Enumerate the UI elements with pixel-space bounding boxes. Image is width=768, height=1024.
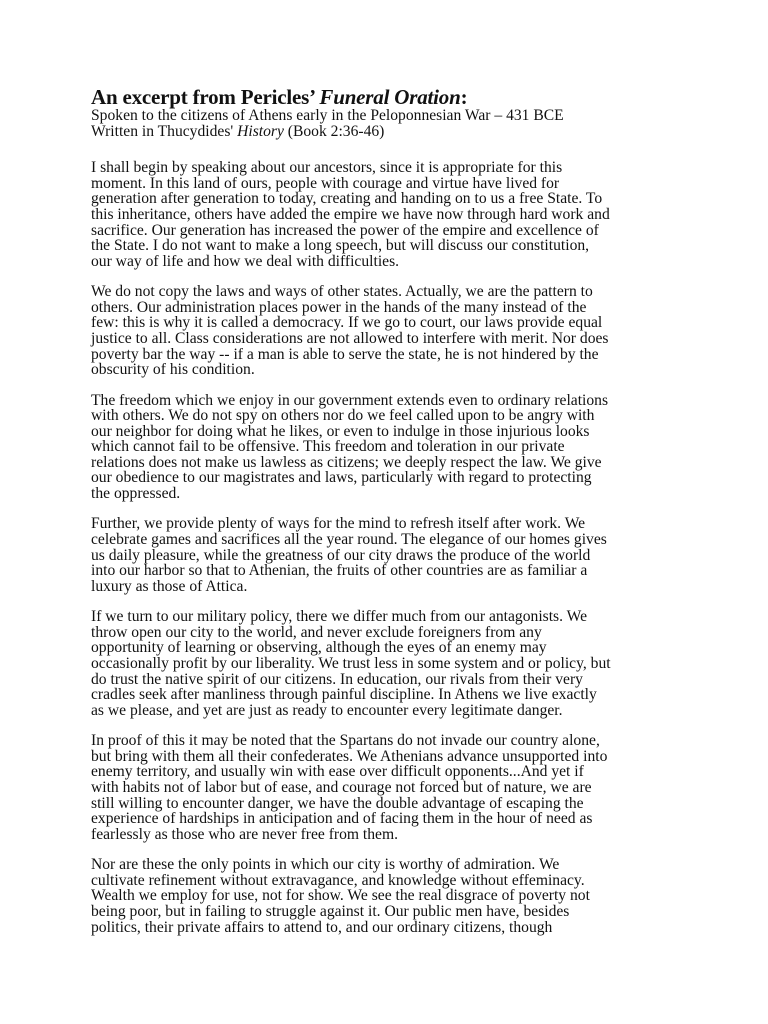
- paragraph-line: If we turn to our military policy, there we differ much from our antagonists. We: [91, 608, 588, 626]
- document-page: [91, 86, 691, 950]
- paragraph-line: but bring with them all their confederates. We Athenians advance unsupported into: [91, 747, 608, 765]
- paragraph-line: cultivate refinement without extravagance, and knowledge without effeminacy.: [91, 871, 585, 889]
- paragraph-line: We do not copy the laws and ways of other states. Actually, we are the pattern to: [91, 283, 593, 301]
- paragraph-line: with habits not of labor but of ease, and courage not forced but of nature, we are: [91, 778, 592, 796]
- paragraph-line: as we please, and yet are just as ready to encounter every legitimate danger.: [91, 701, 563, 719]
- paragraph-line: the oppressed.: [91, 485, 181, 503]
- paragraph-line: obscurity of his condition.: [91, 361, 255, 379]
- paragraph-line: moment. In this land of ours, people with courage and virtue have lived for: [91, 174, 560, 192]
- title-italic: Funeral Oration: [319, 85, 461, 109]
- subtitle-line-2: [91, 124, 691, 140]
- document-title: [91, 86, 691, 108]
- paragraph-line: poverty bar the way -- if a man is able to serve the state, he is not hindered by the: [91, 345, 599, 363]
- document-body: [91, 160, 691, 935]
- paragraph-line: sacrifice. Our generation has increased the power of the empire and excellence of: [91, 221, 599, 239]
- paragraph-line: throw open our city to the world, and never exclude foreigners from any: [91, 623, 542, 641]
- title-prefix: An excerpt from Pericles’: [91, 85, 320, 109]
- paragraph-line: our obedience to our magistrates and laws, particularly with regard to protecting: [91, 469, 592, 487]
- paragraph-line: generation after generation to today, creating and handing on to us a free State. To: [91, 190, 603, 208]
- subtitle-line-1: Spoken to the citizens of Athens early in the Peloponnesian War – 431 BCE: [91, 107, 564, 124]
- paragraph-line: fearlessly as those who are never free from them.: [91, 825, 398, 843]
- body-paragraph: [91, 284, 691, 378]
- paragraph-line: I shall begin by speaking about our ancestors, since it is appropriate for this: [91, 159, 563, 177]
- paragraph-line: Further, we provide plenty of ways for the mind to refresh itself after work. We: [91, 515, 586, 533]
- body-paragraph: [91, 160, 691, 269]
- paragraph-line: In proof of this it may be noted that the Spartans do not invade our country alone,: [91, 732, 600, 750]
- paragraph-line: which cannot fail to be offensive. This freedom and toleration in our private: [91, 438, 565, 456]
- paragraph-line: others. Our administration places power in the hands of the many instead of the: [91, 298, 587, 316]
- body-paragraph: [91, 609, 691, 718]
- paragraph-line: with others. We do not spy on others nor do we feel called upon to be angry with: [91, 407, 595, 425]
- paragraph-line: the State. I do not want to make a long speech, but will discuss our constitution,: [91, 237, 590, 255]
- paragraph-line: celebrate games and sacrifices all the year round. The elegance of our homes gives: [91, 531, 607, 549]
- paragraph-line: cradles seek after manliness through painful discipline. In Athens we live exactly: [91, 686, 597, 704]
- subtitle-line-2-suffix: (Book 2:36-46): [283, 122, 385, 140]
- paragraph-line: The freedom which we enjoy in our government extends even to ordinary relations: [91, 391, 609, 409]
- paragraph-line: Wealth we employ for use, not for show. We see the real disgrace of poverty not: [91, 887, 590, 905]
- paragraph-line: being poor, but in failing to struggle against it. Our public men have, besides: [91, 902, 570, 920]
- paragraph-line: our way of life and how we deal with difficulties.: [91, 252, 400, 270]
- body-paragraph: [91, 857, 691, 935]
- paragraph-line: enemy territory, and usually win with ease over difficult opponents...And yet if: [91, 763, 584, 781]
- paragraph-line: into our harbor so that to Athenian, the fruits of other countries are as familiar a: [91, 562, 588, 580]
- body-paragraph: [91, 733, 691, 842]
- paragraph-line: relations does not make us lawless as citizens; we deeply respect the law. We give: [91, 453, 602, 471]
- subtitle-line-2-italic: History: [237, 122, 284, 140]
- paragraph-line: luxury as those of Attica.: [91, 577, 248, 595]
- paragraph-line: politics, their private affairs to attend to, and our ordinary citizens, though: [91, 918, 553, 936]
- body-paragraph: [91, 393, 691, 502]
- subtitle-line-2-prefix: Written in Thucydides': [91, 122, 238, 140]
- paragraph-line: our neighbor for doing what he likes, or even to indulge in those injurious looks: [91, 422, 590, 440]
- document-subtitle: [91, 108, 691, 139]
- paragraph-line: us daily pleasure, while the greatness of our city draws the produce of the world: [91, 546, 591, 564]
- title-suffix: :: [460, 85, 468, 109]
- paragraph-line: still willing to encounter danger, we have the double advantage of escaping the: [91, 794, 584, 812]
- paragraph-line: do trust the native spirit of our citizens. In education, our rivals from their very: [91, 670, 583, 688]
- paragraph-line: opportunity of learning or observing, although the eyes of an enemy may: [91, 639, 547, 657]
- paragraph-line: experience of hardships in anticipation and of facing them in the hour of need as: [91, 810, 593, 828]
- paragraph-line: justice to all. Class considerations are not allowed to interfere with merit. Nor does: [91, 329, 609, 347]
- paragraph-line: this inheritance, others have added the empire we have now through hard work and: [91, 205, 610, 223]
- body-paragraph: [91, 516, 691, 594]
- paragraph-line: Nor are these the only points in which our city is worthy of admiration. We: [91, 856, 560, 874]
- paragraph-line: occasionally profit by our liberality. We trust less in some system and or policy, but: [91, 655, 611, 672]
- paragraph-line: few: this is why it is called a democracy. If we go to court, our laws provide equal: [91, 314, 603, 332]
